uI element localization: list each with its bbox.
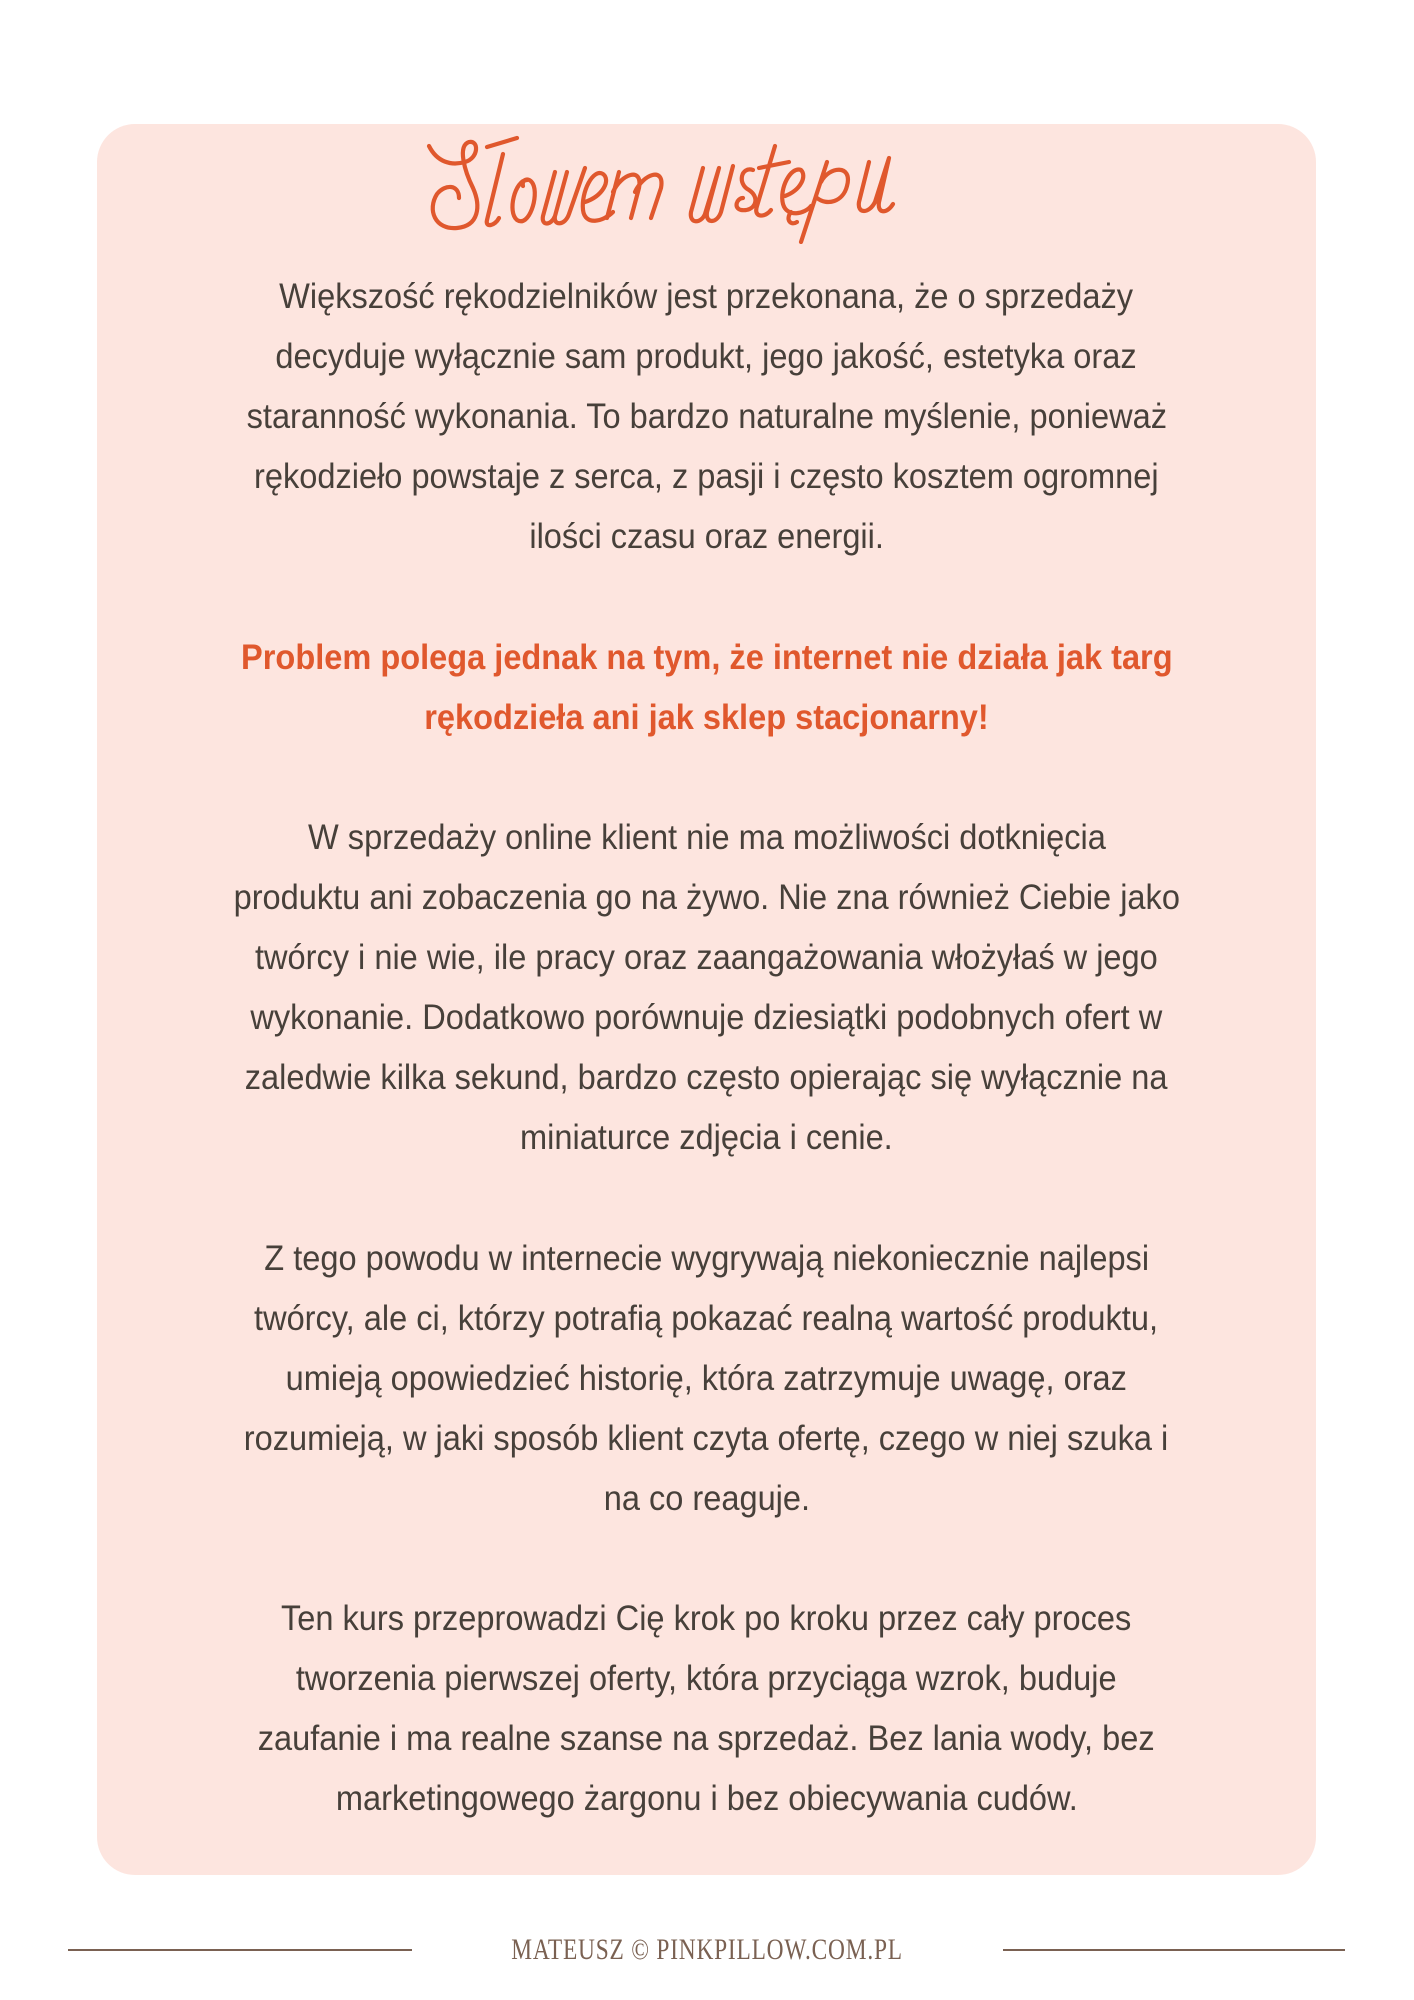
paragraph-line: Z tego powodu w internecie wygrywają niekoniecznie najlepsi xyxy=(264,1239,1149,1278)
paragraph-line: rozumieją, w jaki sposób klient czyta ofertę, czego w niej szuka i xyxy=(244,1419,1169,1458)
paragraph-line: W sprzedaży online klient nie ma możliwości dotknięcia xyxy=(307,818,1106,857)
paragraph-intro xyxy=(97,267,1316,567)
paragraph-online-sales xyxy=(97,808,1316,1168)
footer xyxy=(0,1930,1414,1970)
paragraph-line: ilości czasu oraz energii. xyxy=(529,517,884,556)
paragraph-line: twórcy i nie wie, ile pracy oraz zaangażowania włożyłaś w jego xyxy=(255,938,1158,977)
paragraph-line: umieją opowiedzieć historię, która zatrzymuje uwagę, oraz xyxy=(285,1359,1128,1398)
paragraph-line: marketingowego żargonu i bez obiecywania cudów. xyxy=(335,1779,1078,1818)
paragraph-line: tworzenia pierwszej oferty, która przyciąga wzrok, buduje xyxy=(296,1659,1117,1698)
paragraph-line: produktu ani zobaczenia go na żywo. Nie zna również Ciebie jako xyxy=(233,878,1180,917)
page-title xyxy=(0,132,1414,244)
highlight-line: rękodzieła ani jak sklep stacjonarny! xyxy=(424,698,989,737)
page-title-script-lettering xyxy=(407,132,1007,244)
paragraph-line: na co reaguje. xyxy=(603,1479,810,1518)
paragraph-line: wykonanie. Dodatkowo porównuje dziesiątki podobnych ofert w xyxy=(250,998,1163,1037)
paragraph-winners xyxy=(97,1229,1316,1529)
paragraph-line: zaledwie kilka sekund, bardzo często opierając się wyłącznie na xyxy=(245,1058,1168,1097)
paragraph-line: Większość rękodzielników jest przekonana, że o sprzedaży xyxy=(279,277,1134,316)
paragraph-line: rękodzieło powstaje z serca, z pasji i często kosztem ogromnej xyxy=(254,457,1159,496)
footer-copyright: MATEUSZ © PINKPILLOW.COM.PL xyxy=(511,1933,904,1966)
paragraph-line: twórcy, ale ci, którzy potrafią pokazać realną wartość produktu, xyxy=(254,1299,1159,1338)
footer-divider-right xyxy=(1003,1949,1345,1951)
paragraph-course xyxy=(97,1589,1316,1829)
paragraph-line: staranność wykonania. To bardzo naturalne myślenie, ponieważ xyxy=(246,397,1167,436)
paragraph-line: Ten kurs przeprowadzi Cię krok po kroku przez cały proces xyxy=(281,1599,1132,1638)
paragraph-line: zaufanie i ma realne szanse na sprzedaż. Bez lania wody, bez xyxy=(258,1719,1155,1758)
paragraph-line: miniaturce zdjęcia i cenie. xyxy=(520,1118,893,1157)
highlight-line: Problem polega jednak na tym, że internet nie działa jak targ xyxy=(240,638,1173,677)
paragraph-line: decyduje wyłącznie sam produkt, jego jakość, estetyka oraz xyxy=(275,337,1138,376)
paragraph-highlight xyxy=(97,628,1316,748)
footer-divider-left xyxy=(68,1949,412,1951)
